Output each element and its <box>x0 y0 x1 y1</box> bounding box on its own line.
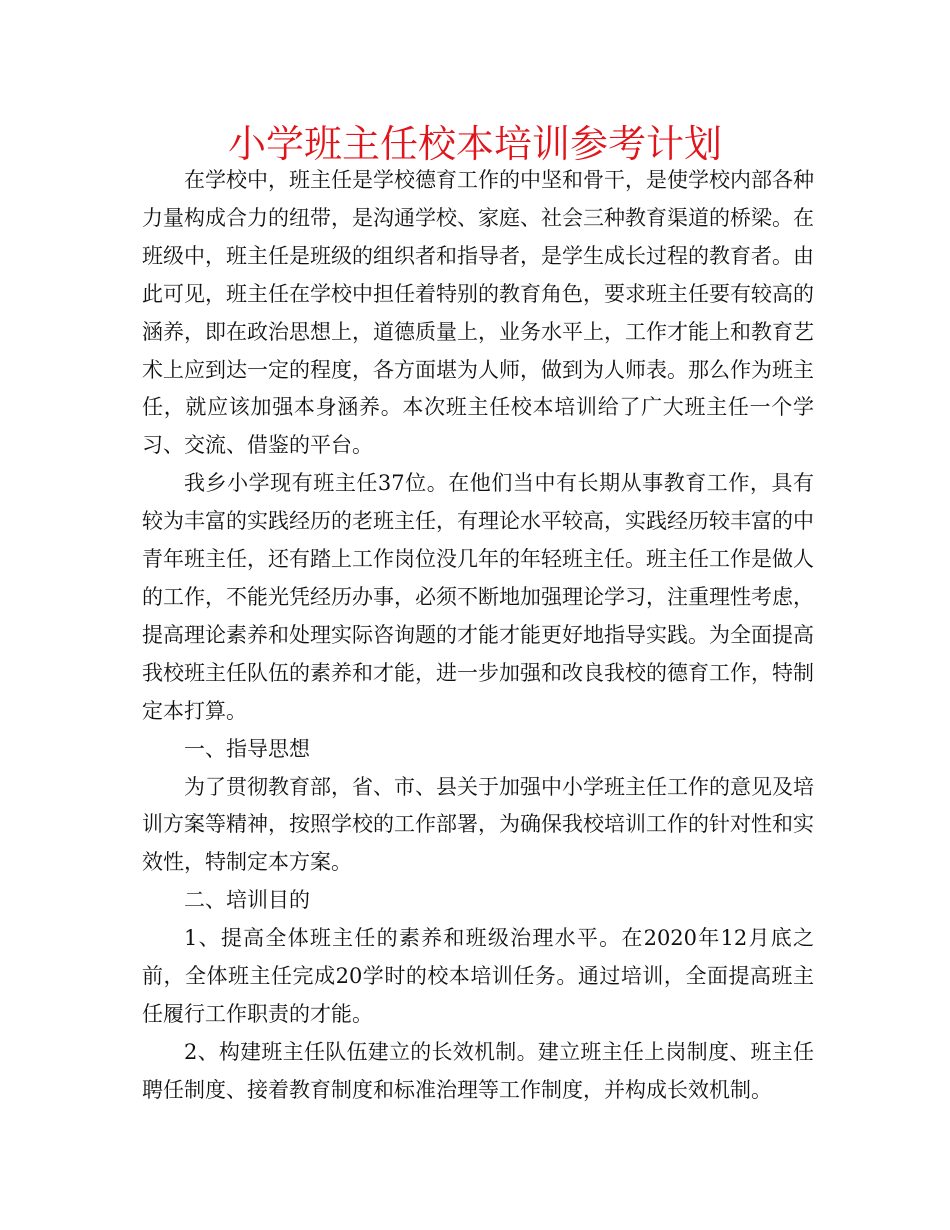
paragraph-guiding-thought: 为了贯彻教育部，省、市、县关于加强中小学班主任工作的意见及培训方案等精神，按照学校的工作部署，为确保我校培训工作的针对性和实效性，特制定本方案。 <box>142 774 814 875</box>
document-title: 小学班主任校本培训参考计划 <box>227 122 722 166</box>
section-heading-guiding-thought: 一、指导思想 <box>184 736 310 761</box>
paragraph-goal-1: 1、提高全体班主任的素养和班级治理水平。在2020年12月底之前，全体班主任完成20学时的校本培训任务。通过培训，全面提高班主任履行工作职责的才能。 <box>142 926 814 1026</box>
paragraph-background: 我乡小学现有班主任37位。在他们当中有长期从事教育工作，具有较为丰富的实践经历的老班主任，有理论水平较高，实践经历较丰富的中青年班主任，还有踏上工作岗位没几年的年轻班主任。班主任工作是做人的工作，不能光凭经历办事，必须不断地加强理论学习，注重理性考虑，提高理论素养和处理实际咨询题的才能才能更好地指导实践。为全面提高我校班主任队伍的素养和才能，进一步加强和改良我校的德育工作，特制定本打算。 <box>142 471 814 723</box>
paragraph-intro: 在学校中，班主任是学校德育工作的中坚和骨干，是使学校内部各种力量构成合力的纽带，是沟通学校、家庭、社会三种教育渠道的桥梁。在班级中，班主任是班级的组织者和指导者，是学生成长过程的教育者。由此可见，班主任在学校中担任着特别的教育角色，要求班主任要有较高的涵养，即在政治思想上，道德质量上，业务水平上，工作才能上和教育艺术上应到达一定的程度，各方面堪为人师，做到为人师表。那么作为班主任，就应该加强本身涵养。本次班主任校本培训给了广大班主任一个学习、交流、借鉴的平台。 <box>142 168 814 458</box>
document-body <box>142 162 814 1110</box>
paragraph-goal-2: 2、构建班主任队伍建立的长效机制。建立班主任上岗制度、班主任聘任制度、接着教育制度和标准治理等工作制度，并构成长效机制。 <box>142 1039 814 1102</box>
section-heading-training-goals: 二、培训目的 <box>184 888 310 913</box>
